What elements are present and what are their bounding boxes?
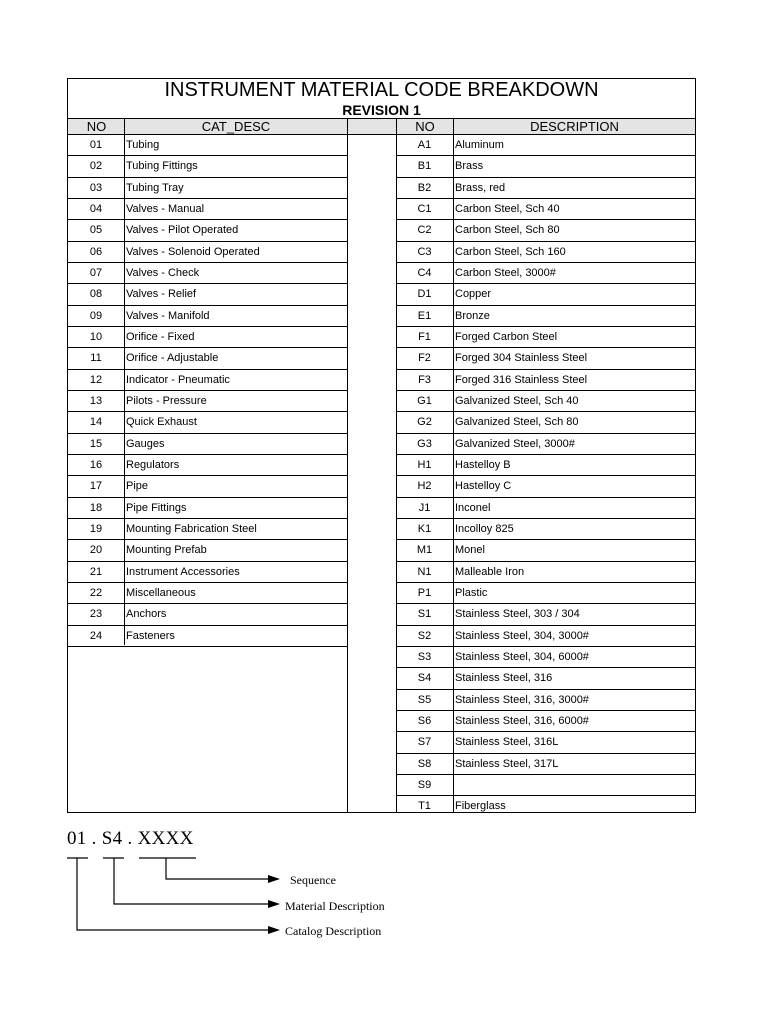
catalog-number: 20 (89, 544, 103, 557)
material-description: Stainless Steel, 317L (455, 757, 559, 770)
material-code: C3 (417, 245, 432, 258)
catalog-description: Mounting Fabrication Steel (126, 522, 257, 535)
catalog-description: Miscellaneous (126, 586, 196, 599)
catalog-number: 10 (89, 330, 103, 343)
catalog-number: 08 (89, 288, 103, 301)
catalog-description: Pipe (126, 480, 149, 493)
catalog-number: 17 (89, 480, 103, 493)
catalog-number: 14 (89, 416, 103, 429)
material-description: Hastelloy B (455, 458, 511, 471)
material-code: S6 (417, 714, 432, 727)
code-example: 01 . S4 . XXXX (67, 828, 194, 849)
catalog-description: Orifice - Fixed (126, 330, 195, 343)
catalog-number: 22 (89, 586, 103, 599)
material-code: S2 (417, 629, 432, 642)
material-code: H2 (417, 480, 432, 493)
material-description: Stainless Steel, 316L (455, 736, 559, 749)
catalog-number: 16 (89, 458, 103, 471)
catalog-description: Tubing Fittings (126, 160, 198, 173)
material-code: G2 (417, 416, 432, 429)
catalog-number: 09 (89, 309, 103, 322)
material-description: Stainless Steel, 316, 6000# (455, 714, 589, 727)
catalog-description: Pilots - Pressure (126, 394, 207, 407)
material-code: H1 (417, 458, 432, 471)
catalog-description: Mounting Prefab (126, 544, 207, 557)
material-code: M1 (416, 544, 433, 557)
material-description: Carbon Steel, 3000# (455, 266, 556, 279)
material-code: C1 (417, 202, 432, 215)
material-description: Stainless Steel, 316, 3000# (455, 693, 589, 706)
catalog-number: 02 (89, 160, 103, 173)
catalog-description: Pipe Fittings (126, 501, 187, 514)
material-code: G3 (417, 437, 432, 450)
catalog-number: 01 (89, 139, 103, 151)
catalog-description: Valves - Solenoid Operated (126, 245, 260, 258)
material-code: K1 (417, 522, 432, 535)
material-code: F2 (418, 352, 431, 365)
catalog-description: Instrument Accessories (126, 565, 240, 578)
right-no-header: NO (396, 118, 454, 135)
material-description: Inconel (455, 501, 491, 514)
catalog-description: Tubing Tray (126, 181, 184, 194)
catalog-description: Tubing (126, 139, 160, 151)
material-code: S1 (417, 608, 432, 621)
catalog-number: 21 (89, 565, 103, 578)
material-description: Fiberglass (455, 800, 506, 813)
material-description: Brass (455, 160, 484, 173)
material-description: Forged 304 Stainless Steel (455, 352, 588, 365)
page-title: INSTRUMENT MATERIAL CODE BREAKDOWN (164, 79, 599, 101)
description-header: DESCRIPTION (454, 118, 695, 135)
catalog-number: 06 (89, 245, 103, 258)
material-description: Copper (455, 288, 492, 301)
catalog-number: 12 (89, 373, 103, 386)
catalog-number: 24 (89, 629, 103, 642)
material-code: F3 (418, 373, 431, 386)
catalog-description: Anchors (126, 608, 167, 621)
catalog-number: 03 (89, 181, 103, 194)
material-code: J1 (418, 501, 431, 514)
material-code: S8 (417, 757, 432, 770)
catalog-number: 11 (90, 352, 102, 365)
sequence-label: Sequence (290, 873, 336, 887)
material-description: Brass, red (455, 181, 506, 194)
catalog-number: 23 (89, 608, 103, 621)
material-description: Monel (455, 544, 485, 557)
material-code: B2 (417, 181, 432, 194)
material-description: Stainless Steel, 304, 6000# (455, 650, 589, 663)
catalog-description: Regulators (126, 458, 180, 471)
material-description: Hastelloy C (455, 480, 512, 493)
material-description: Stainless Steel, 316 (455, 672, 553, 685)
material-code: S5 (417, 693, 432, 706)
catalog-description: Valves - Manifold (126, 309, 210, 322)
material-description-label: Material Description (285, 899, 385, 913)
material-code: C2 (417, 224, 432, 237)
catalog-number: 15 (89, 437, 103, 450)
catalog-description: Fasteners (126, 629, 175, 642)
cat-desc-header: CAT_DESC (125, 118, 347, 135)
catalog-description: Valves - Pilot Operated (126, 224, 239, 237)
catalog-description: Orifice - Adjustable (126, 352, 219, 365)
material-code: B1 (417, 160, 432, 173)
material-description: Forged 316 Stainless Steel (455, 373, 588, 386)
material-description: Carbon Steel, Sch 80 (455, 224, 560, 237)
catalog-description: Indicator - Pneumatic (126, 373, 230, 386)
material-description: Plastic (455, 586, 488, 599)
material-description: Bronze (455, 309, 490, 322)
catalog-number: 19 (89, 522, 103, 535)
material-code: E1 (417, 309, 432, 322)
material-description: Aluminum (455, 139, 504, 151)
material-description: Galvanized Steel, 3000# (455, 437, 575, 450)
material-description: Stainless Steel, 304, 3000# (455, 629, 589, 642)
catalog-number: 04 (89, 202, 103, 215)
catalog-number: 13 (89, 394, 103, 407)
material-code: D1 (417, 288, 432, 301)
catalog-description: Valves - Manual (126, 202, 205, 215)
material-description: Carbon Steel, Sch 160 (455, 245, 566, 258)
material-description: Galvanized Steel, Sch 80 (455, 416, 579, 429)
catalog-description: Quick Exhaust (126, 416, 197, 429)
material-code: T1 (418, 800, 431, 813)
material-code: F1 (418, 330, 431, 343)
material-code: S3 (417, 650, 432, 663)
material-code: S7 (417, 736, 432, 749)
material-code: P1 (417, 586, 432, 599)
material-description: Stainless Steel, 303 / 304 (455, 608, 580, 621)
catalog-description: Valves - Relief (126, 288, 197, 301)
material-code: S4 (417, 672, 432, 685)
catalog-description: Gauges (126, 437, 165, 450)
material-code: S9 (417, 778, 432, 791)
catalog-number: 07 (89, 266, 103, 279)
material-description: Galvanized Steel, Sch 40 (455, 394, 579, 407)
left-no-header: NO (68, 118, 125, 135)
material-description: Carbon Steel, Sch 40 (455, 202, 560, 215)
revision-label: REVISION 1 (342, 102, 421, 118)
catalog-description: Valves - Check (126, 266, 200, 279)
material-code: G1 (417, 394, 432, 407)
material-description: Incolloy 825 (455, 522, 514, 535)
material-description: Malleable Iron (455, 565, 525, 578)
catalog-description-label: Catalog Description (285, 924, 382, 938)
catalog-number: 05 (89, 224, 103, 237)
catalog-number: 18 (89, 501, 103, 514)
material-code: N1 (417, 565, 432, 578)
material-code: C4 (417, 266, 432, 279)
material-description: Forged Carbon Steel (455, 330, 558, 343)
material-code: A1 (417, 139, 432, 151)
